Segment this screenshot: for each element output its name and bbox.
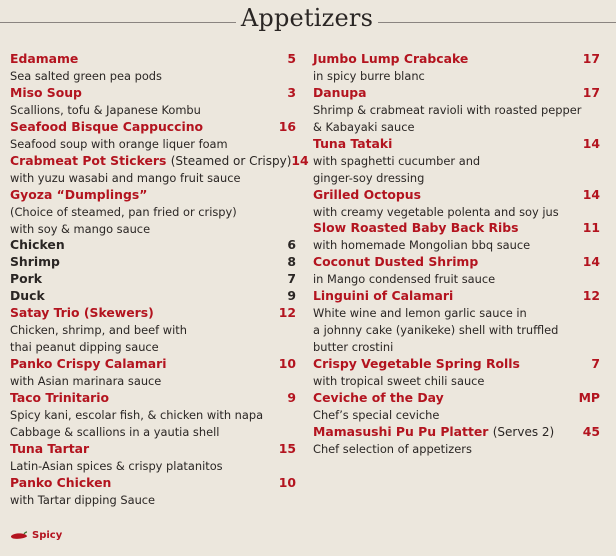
menu-item-description: thai peanut dipping sauce (10, 340, 159, 355)
menu-item-name-text: Tuna Tataki (313, 135, 393, 151)
menu-item (10, 152, 309, 187)
menu-column-left (10, 51, 309, 509)
menu-item-row (313, 187, 600, 204)
menu-item (313, 85, 600, 136)
menu-item-name-text: Tuna Tartar (10, 440, 90, 456)
menu-item-name (313, 85, 367, 100)
menu-item-name-text: Slow Roasted Baby Back Ribs (313, 220, 519, 236)
menu-item-name (10, 305, 154, 320)
menu-item-name-text: Duck (10, 288, 45, 304)
menu-item (313, 220, 600, 254)
menu-item-price: 7 (591, 355, 600, 371)
menu-item-price: 14 (291, 152, 309, 168)
menu-item-row (10, 288, 296, 305)
menu-item-name-text: Panko Chicken (10, 474, 112, 490)
menu-item-price: 15 (278, 440, 296, 456)
menu-item-row (313, 424, 600, 441)
menu-item-name (313, 288, 453, 303)
menu-item (313, 356, 600, 390)
menu-item-description: Spicy kani, escolar fish, & chicken with napa (10, 408, 264, 423)
menu-item-description: with spaghetti cucumber and (313, 153, 481, 168)
menu-item-name-text: Crabmeat Pot Stickers (10, 152, 167, 168)
menu-item-row (10, 119, 296, 136)
menu-item-price: 10 (278, 356, 296, 372)
menu-item-description: Chef selection of appetizers (313, 441, 472, 456)
menu-item-description: & Kabayaki sauce (313, 119, 415, 134)
menu-item (10, 356, 296, 390)
menu-item (10, 271, 296, 288)
menu-column-right (313, 51, 600, 458)
menu-item-name-text: Satay Trio (Skewers) (10, 305, 154, 321)
menu-item-name-text: Jumbo Lump Crabcake (313, 51, 469, 66)
menu-item-name-text: Danupa (313, 84, 367, 100)
menu-item-name (313, 254, 478, 269)
menu-item-note: (Serves 2) (492, 424, 555, 439)
menu-item-row (313, 390, 600, 407)
menu-item-row (10, 390, 296, 407)
menu-item-name-text: Grilled Octopus (313, 186, 421, 202)
menu-item-name (313, 187, 421, 202)
menu-item-name-text: Chicken (10, 237, 65, 253)
menu-item-name (313, 424, 554, 439)
header-rule-right (378, 22, 616, 23)
menu-item-name (10, 254, 60, 269)
menu-item-price: 9 (287, 288, 296, 304)
menu-item (313, 187, 600, 221)
menu-item-name (10, 187, 147, 202)
menu-item (10, 288, 296, 305)
menu-item (10, 441, 296, 475)
menu-item-name (313, 356, 520, 371)
menu-item-price: 10 (278, 474, 296, 490)
menu-item-row (313, 254, 600, 271)
menu-item-row (10, 305, 296, 322)
menu-item-row (313, 356, 600, 373)
menu-item-name (10, 119, 203, 134)
menu-item-description: Cabbage & scallions in a yautia shell (10, 425, 220, 440)
menu-item-name (313, 51, 468, 66)
menu-item-description: Shrimp & crabmeat ravioli with roasted pepper (313, 102, 582, 117)
menu-item-description: with creamy vegetable polenta and soy jus (313, 204, 559, 219)
menu-item-row (10, 254, 296, 271)
menu-item-price: 7 (287, 271, 296, 287)
menu-item-name-text: Seafood Bisque Cappuccino (10, 118, 204, 134)
menu-item-row (10, 152, 309, 170)
menu-item-name (10, 390, 109, 405)
menu-item-row (10, 187, 296, 204)
menu-item-name (10, 51, 78, 66)
menu-item-name-text: Miso Soup (10, 84, 82, 100)
menu-item-row (10, 356, 296, 373)
menu-item-row (313, 288, 600, 305)
menu-item (313, 51, 600, 85)
menu-item-row (313, 51, 600, 68)
menu-item-description: Chef’s special ceviche (313, 407, 440, 422)
menu-item-name-text: Taco Trinitario (10, 390, 110, 406)
section-header (0, 0, 616, 40)
menu-item-price: 14 (582, 135, 600, 151)
menu-item-name (10, 237, 65, 252)
section-title: Appetizers (240, 4, 374, 32)
menu-item (313, 254, 600, 288)
menu-item (10, 305, 296, 356)
menu-item-price: 12 (582, 288, 600, 304)
menu-item (313, 136, 600, 187)
menu-item-name (10, 356, 166, 371)
menu-item-price: 3 (287, 84, 296, 100)
menu-item (313, 390, 600, 424)
menu-item-name (313, 220, 519, 235)
menu-item (10, 85, 296, 119)
menu-item-description: with Tartar dipping Sauce (10, 492, 156, 507)
menu-item-description: ginger-soy dressing (313, 170, 425, 185)
menu-item-description: a johnny cake (yanikeke) shell with truffled (313, 323, 559, 338)
menu-item-row (10, 51, 296, 68)
menu-item (10, 475, 296, 509)
menu-item-name-text: Ceviche of the Day (313, 389, 444, 405)
menu-item-description: Sea salted green pea pods (10, 69, 162, 83)
menu-item-name (10, 475, 111, 490)
menu-item (10, 51, 296, 85)
menu-item-price: 16 (278, 118, 296, 134)
menu-item-price: 8 (287, 254, 296, 270)
menu-item-price: 11 (582, 220, 600, 236)
menu-item-name-text: Edamame (10, 51, 79, 66)
menu-item-description: butter crostini (313, 340, 394, 355)
menu-item-name (10, 441, 89, 456)
menu-item-row (313, 220, 600, 237)
menu-item-price: 17 (582, 51, 600, 66)
menu-item-price: 14 (582, 254, 600, 270)
menu-item-name (10, 271, 42, 286)
menu-item-name (10, 288, 45, 303)
chili-pepper-icon (10, 531, 28, 541)
menu-item-name-text: Coconut Dusted Shrimp (313, 254, 479, 270)
menu-item-price: MP (578, 389, 600, 405)
menu-item-description: Scallions, tofu & Japanese Kombu (10, 102, 201, 117)
menu-item-price: 45 (582, 423, 600, 439)
menu-item-name-text: Mamasushi Pu Pu Platter (313, 423, 489, 439)
menu-item-description: in Mango condensed fruit sauce (313, 272, 496, 287)
menu-item-name-text: Linguini of Calamari (313, 288, 454, 304)
spicy-legend (10, 530, 62, 541)
menu-item-description: White wine and lemon garlic sauce in (313, 306, 527, 321)
menu-item-name-text: Shrimp (10, 254, 60, 270)
menu-item-name-text: Pork (10, 271, 42, 287)
menu-item (10, 237, 296, 254)
menu-item-price: 12 (278, 305, 296, 321)
menu-item-price: 9 (287, 390, 296, 406)
menu-item-name-text: Panko Crispy Calamari (10, 356, 167, 372)
menu-item-description: with Asian marinara sauce (10, 374, 162, 389)
menu-item-row (313, 85, 600, 102)
menu-item-row (10, 441, 296, 458)
header-rule-left (0, 22, 236, 23)
menu-item-name (313, 390, 444, 405)
menu-item-price: 17 (582, 84, 600, 100)
menu-item-description: (Choice of steamed, pan fried or crispy) (10, 204, 237, 219)
menu-item-description: with homemade Mongolian bbq sauce (313, 238, 531, 253)
menu-item-row (10, 85, 296, 102)
menu-item-description: Seafood soup with orange liquer foam (10, 136, 228, 151)
menu-item-description: Latin-Asian spices & crispy platanitos (10, 458, 223, 473)
menu-item-description: with tropical sweet chili sauce (313, 373, 485, 388)
menu-item-name (10, 85, 82, 100)
menu-item-price: 5 (287, 51, 296, 66)
menu-item-name-text: Gyoza “Dumplings” (10, 186, 148, 202)
menu-item-price: 6 (287, 237, 296, 253)
menu-item-row (10, 237, 296, 254)
menu-item-name (10, 153, 291, 168)
menu-item (10, 254, 296, 271)
menu-item-row (313, 136, 600, 153)
menu-item-row (10, 475, 296, 492)
menu-item (313, 424, 600, 458)
menu-item-description: Chicken, shrimp, and beef with (10, 323, 187, 338)
menu-item-name-text: Crispy Vegetable Spring Rolls (313, 355, 520, 371)
menu-item-note: (Steamed or Crispy) (170, 153, 292, 168)
menu-item-row (10, 271, 296, 288)
menu-item-price: 14 (582, 186, 600, 202)
legend-label: Spicy (32, 530, 63, 541)
menu-item-description: in spicy burre blanc (313, 69, 425, 83)
menu-item-description: with soy & mango sauce (10, 221, 151, 236)
menu-item-description: with yuzu wasabi and mango fruit sauce (10, 170, 241, 185)
menu-item (10, 119, 296, 153)
menu-item (10, 390, 296, 441)
menu-item (10, 187, 296, 238)
menu-item (313, 288, 600, 356)
menu-item-name (313, 136, 392, 151)
